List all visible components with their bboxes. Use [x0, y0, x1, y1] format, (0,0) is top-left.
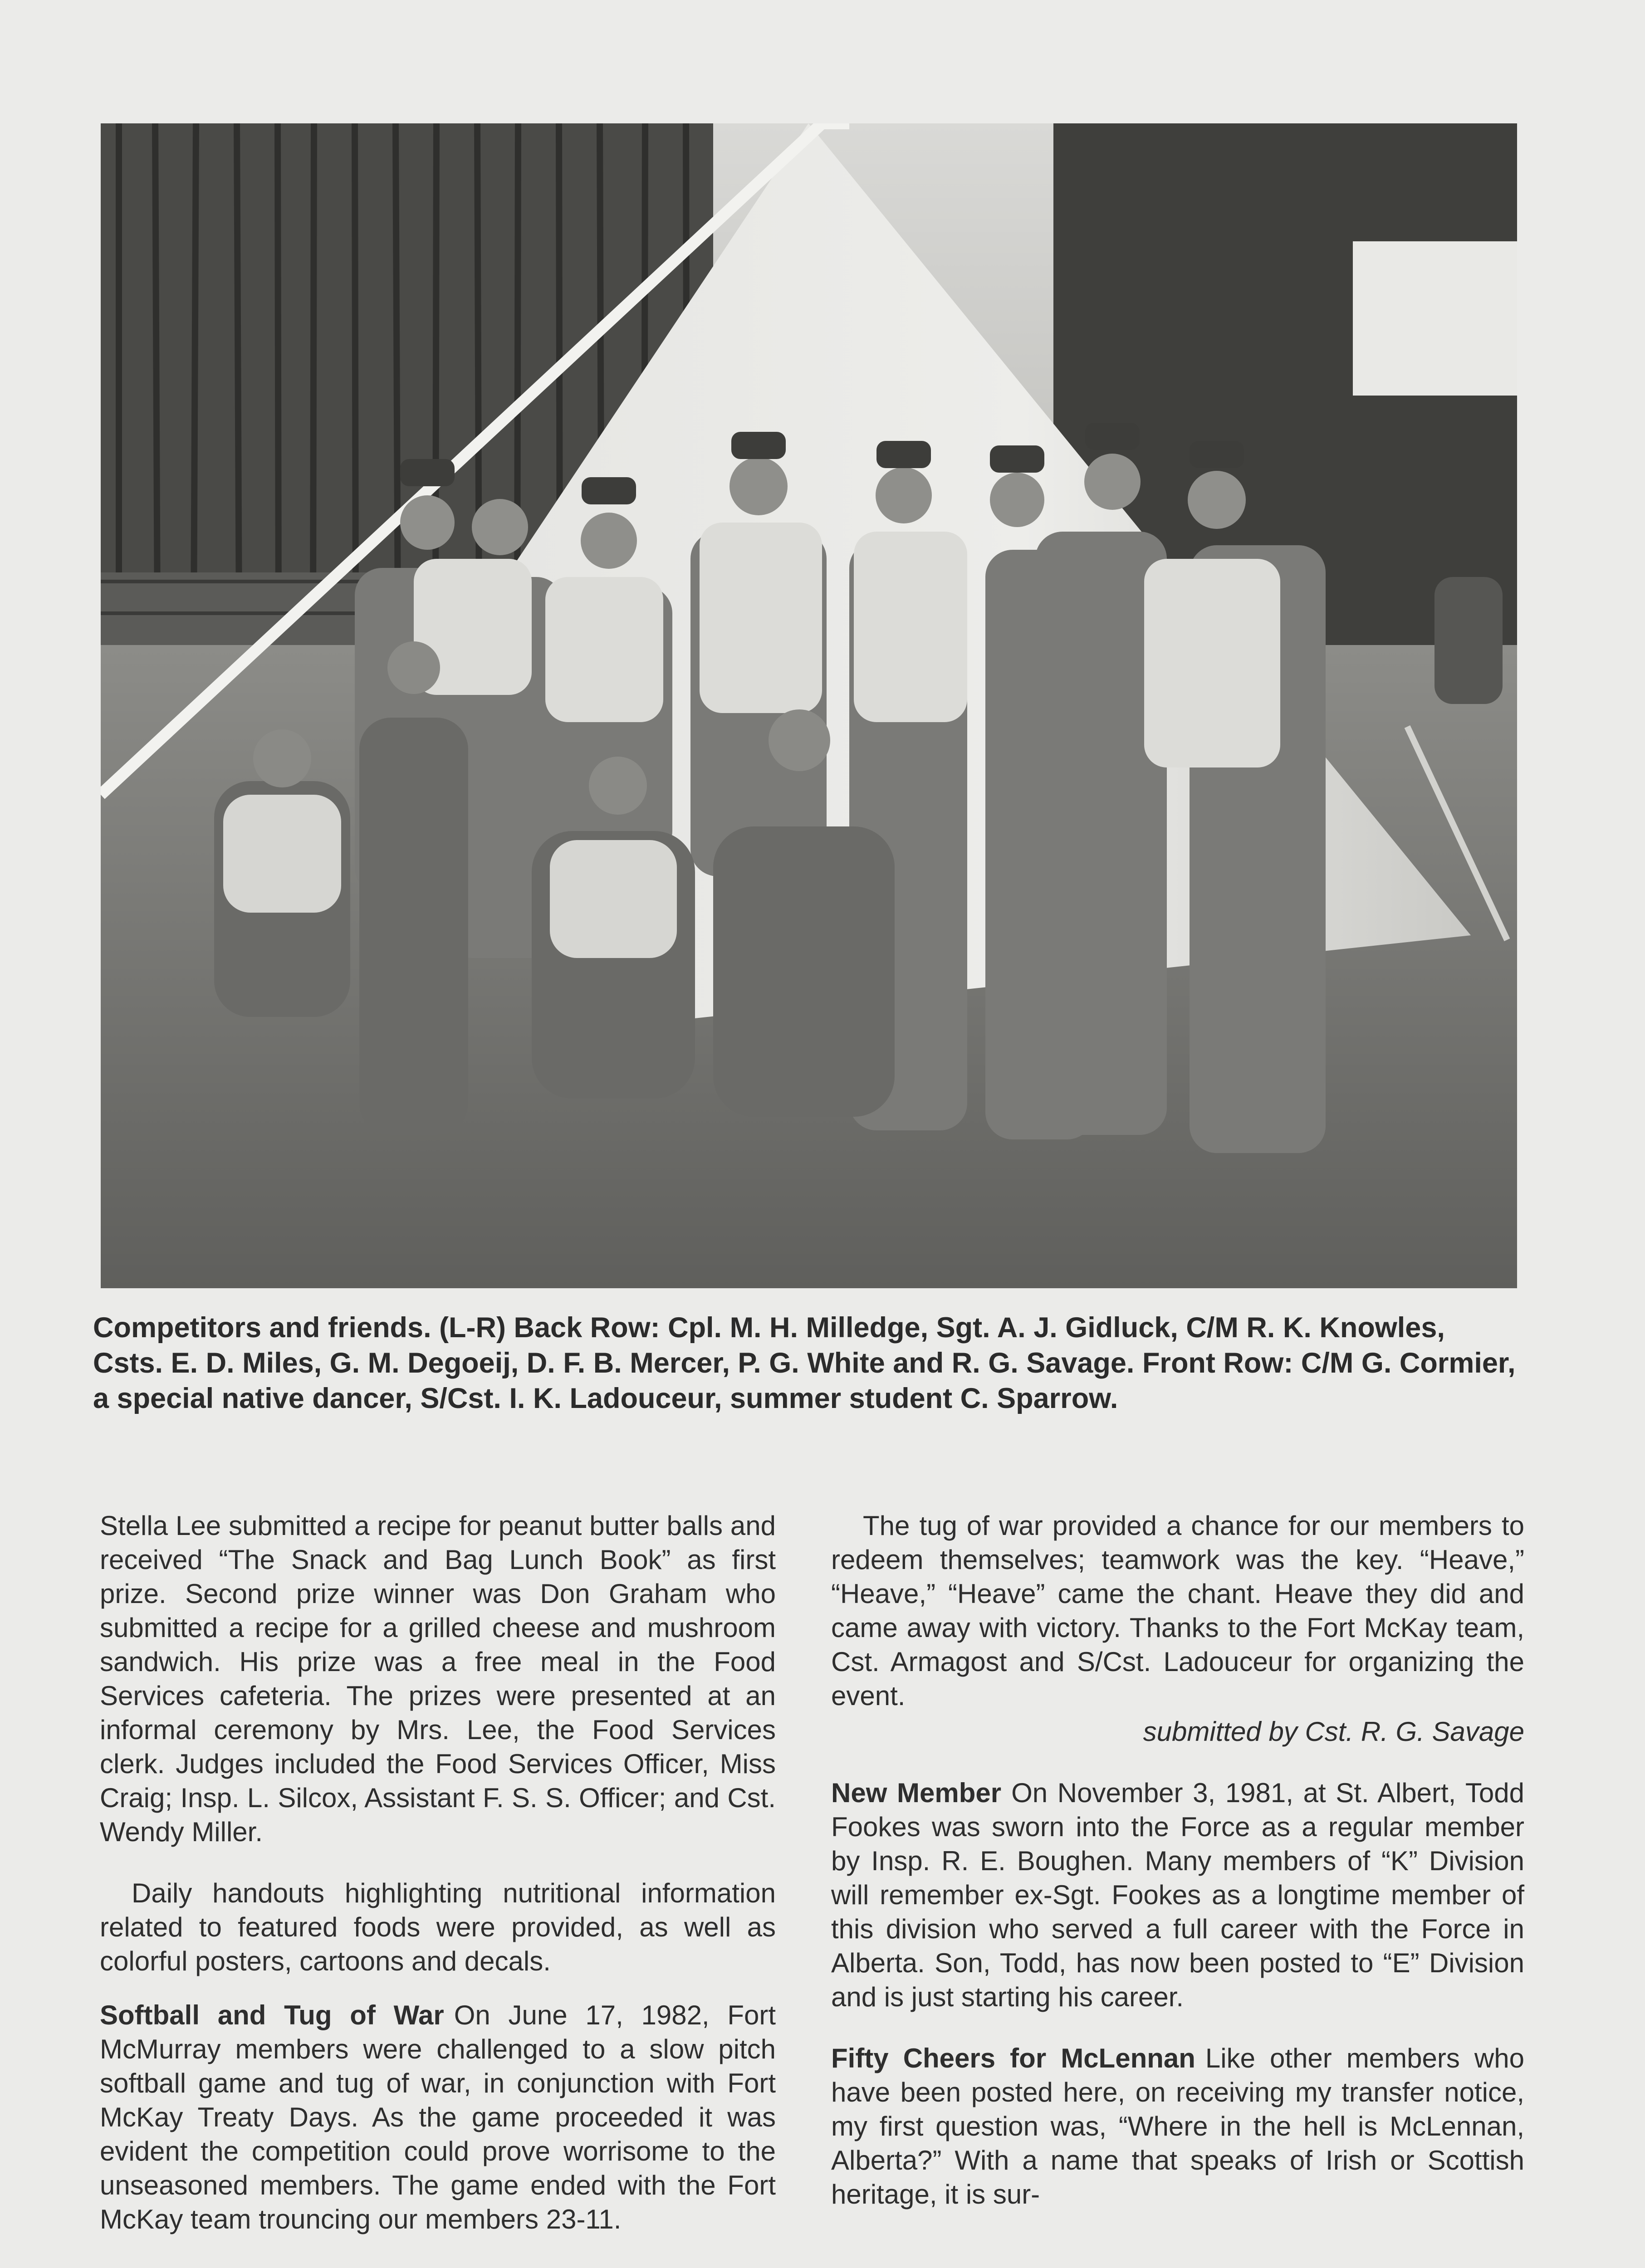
paragraph-recipe-contest: Stella Lee submitted a recipe for peanut butter balls and received “The Snack and Bag Lunch Book” as first prize. Second prize winner was Don Graham who submitted a recipe for a grilled cheese and mushroom sandwich. His prize was a free meal in the Food Services cafeteria. The prizes were presented at an informal ceremony by Mrs. Lee, the Food Services clerk. Judges included the Food Services Officer, Miss Craig; Insp. L. Silcox, Assistant F. S. S. Officer; and Cst. Wendy Miller. [100, 1510, 776, 1847]
paragraph-daily-handouts: Daily handouts highlighting nutritional information related to featured foods were provided, as well as colorful posters, cartoons and decals. [100, 1878, 776, 1976]
section-body: Like other members who have been posted here, on receiving my transfer notice, my first question was, “Where in the hell is McLennan, Alberta?” With a name that speaks of Irish or Scottish heritage, it is sur- [831, 2043, 1524, 2209]
byline: submitted by Cst. R. G. Savage [1143, 1716, 1524, 1747]
section-softball-tug-of-war [100, 1998, 776, 2236]
section-fifty-cheers [831, 2041, 1524, 2211]
section-new-member [831, 1776, 1524, 2014]
group-photo [101, 123, 1517, 1288]
section-body: On June 17, 1982, Fort McMurray members were challenged to a slow pitch softball game and tug of war, in conjunction with Fort McKay Treaty Days. As the game proceeded it was evident the competition could prove worrisome to the unseasoned members. The game ended with the Fort McKay team trouncing our members 23-11. [100, 2000, 776, 2234]
left-column [100, 1509, 776, 2236]
section-heading: Fifty Cheers for McLennan [831, 2043, 1195, 2073]
paragraph-tug-of-war: The tug of war provided a chance for our members to redeem themselves; teamwork was the key. “Heave,” “Heave,” “Heave” came the chant. Heave they did and came away with victory. Thanks to the Fort McKay team, Cst. Armagost and S/Cst. Ladouceur for organizing the event. [831, 1510, 1524, 1711]
section-body: On November 3, 1981, at St. Albert, Todd Fookes was sworn into the Force as a regular member by Insp. R. E. Boughen. Many members of “K” Division will remember ex-Sgt. Fookes as a longtime member of this division who served a full career with the Force in Alberta. Son, Todd, has now been posted to “E” Division and is just starting his career. [831, 1778, 1525, 2012]
section-heading: New Member [831, 1778, 1002, 1808]
group-photo-teepee-icon [101, 123, 1517, 1288]
right-column [831, 1509, 1524, 2211]
photo-caption: Competitors and friends. (L-R) Back Row: Cpl. M. H. Milledge, Sgt. A. J. Gidluck, C/M R. K. Knowles, Csts. E. D. Miles, G. M. Degoeij, D. F. B. Mercer, P. G. White and R. G. Savage. Front Row: C/M G. Cormier, a special native dancer, S/Cst. I. K. Ladouceur, summer student C. Sparrow. [93, 1312, 1516, 1414]
section-heading: Softball and Tug of War [100, 2000, 444, 2030]
